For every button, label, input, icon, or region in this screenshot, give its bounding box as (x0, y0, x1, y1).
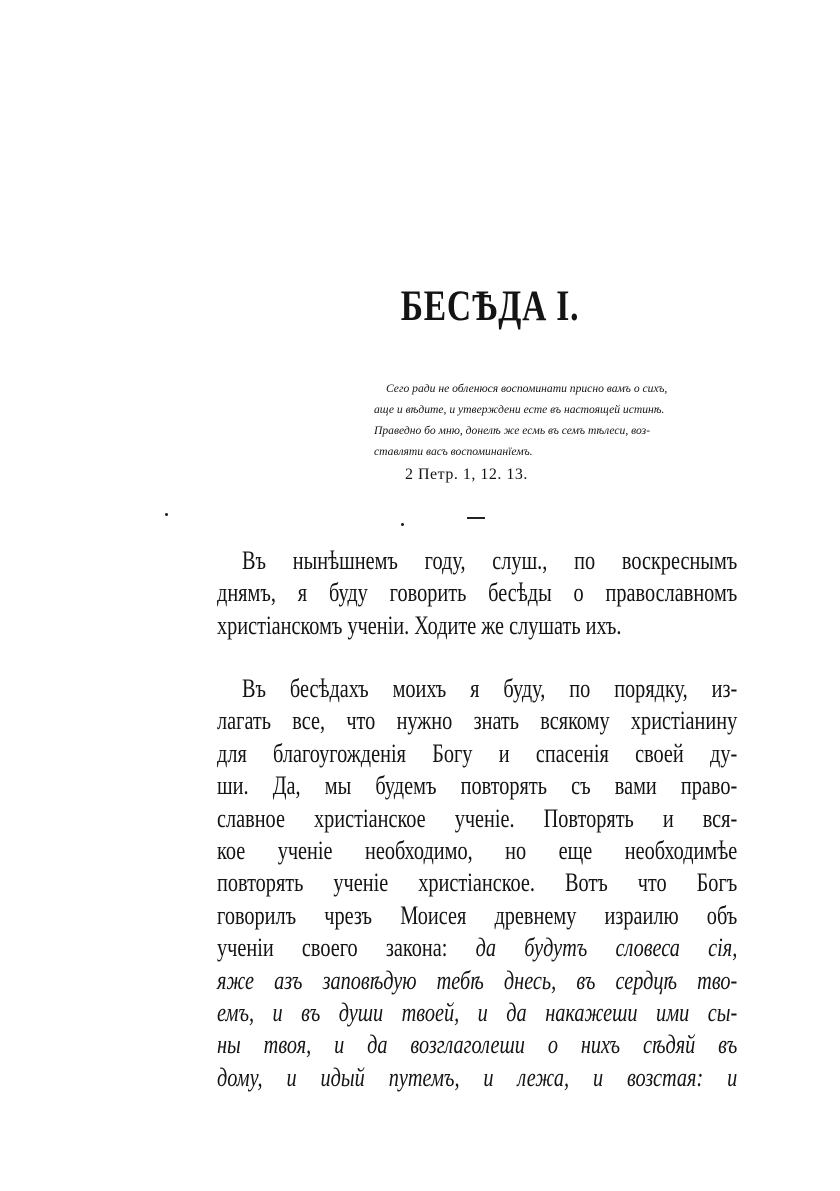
epigraph-line: Сего ради не обленюся воспоминати присно вамъ о сихъ, (386, 382, 668, 395)
italic-run: дому, и идый путемъ, и лежа, и возстая: и (217, 1062, 738, 1092)
text-run: Въ бесѣдахъ моихъ я буду, по порядку, из- (241, 674, 738, 703)
text-run: для благоугожденія Богу и спасенія своей ду- (217, 738, 738, 768)
text-line (217, 835, 737, 867)
text-run: лагать все, что нужно знать всякому христіанину (217, 706, 738, 736)
text-run: ши. Да, мы будемъ повторять съ вами право- (217, 771, 738, 801)
text-line (217, 965, 737, 997)
text-line (217, 1062, 737, 1094)
text-line (217, 770, 737, 802)
text-line: христіанскомъ ученіи. Ходите же слушать ихъ. (217, 610, 622, 640)
text-line (217, 803, 737, 835)
text-line (217, 932, 737, 964)
epigraph (374, 378, 754, 462)
chapter-title: БЕСѢДА I. (400, 283, 580, 330)
scripture-citation: 2 Петр. 1, 12. 13. (405, 466, 528, 483)
print-speck (165, 513, 168, 516)
paragraph-2 (217, 673, 737, 1094)
epigraph-line: аще и вѣдите, и утверждени есте въ настоящей истинѣ. (374, 403, 665, 416)
text-run: кое ученіе необходимо, но еще необходимѣе (217, 836, 738, 866)
italic-run: да будутъ словеса сія, (475, 933, 738, 963)
text-line (217, 705, 737, 737)
text-line: днямъ, я буду говорить бесѣды о православномъ (217, 578, 738, 608)
text-line (217, 738, 737, 770)
paragraph-1 (217, 545, 737, 642)
text-run: говорилъ чрезъ Моисея древнему израилю объ (217, 900, 738, 930)
text-run: славное христіанское ученіе. Повторять и вся- (217, 803, 738, 833)
print-speck (401, 523, 404, 526)
italic-run: ны твоя, и да возглаголеши о нихъ сѣдяй въ (217, 1030, 738, 1060)
text-run: ученіи своего закона: (217, 933, 476, 963)
text-line (217, 900, 737, 932)
text-line (217, 1029, 737, 1061)
text-line (217, 673, 737, 705)
text-line (217, 997, 737, 1029)
epigraph-line: ставляти васъ воспоминанїемъ. (374, 445, 533, 458)
italic-run: емъ, и въ души твоей, и да накажеши ими сы- (217, 998, 738, 1028)
italic-run: яже азъ заповѣдую тебѣ днесь, въ сердцѣ тво- (217, 965, 738, 995)
text-line: Въ нынѣшнемъ году, слуш., по воскреснымъ (241, 546, 738, 575)
text-line (217, 867, 737, 899)
epigraph-line: Праведно бо мню, донелѣ же есмь въ семъ тѣлеси, воз- (374, 424, 651, 437)
ornamental-dash (467, 517, 485, 519)
text-run: повторять ученіе христіанское. Вотъ что Богъ (217, 868, 738, 898)
